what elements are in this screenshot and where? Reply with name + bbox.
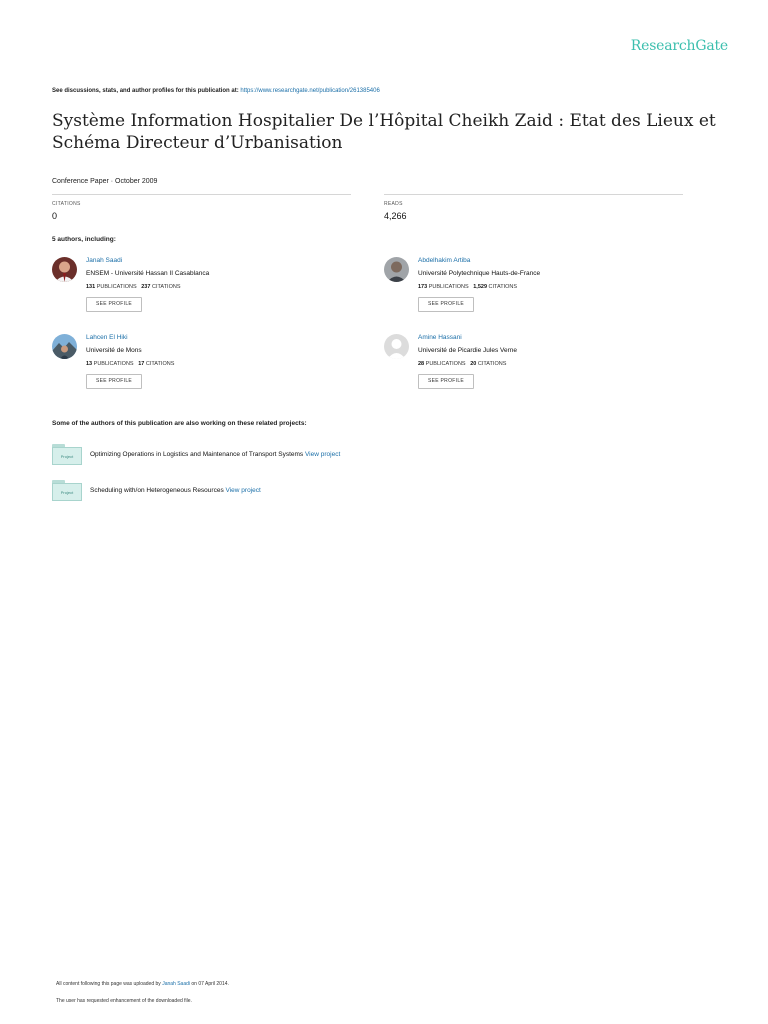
author-institution: Université de Picardie Jules Verne [418, 347, 517, 354]
project-item [52, 444, 552, 468]
author-stats [86, 361, 174, 367]
citations-label: CITATIONS [488, 284, 518, 290]
view-project-link[interactable]: View project [304, 451, 341, 458]
author-institution: ENSEM - Université Hassan II Casablanca [86, 270, 210, 277]
publications-count: 28 [418, 361, 425, 367]
avatar[interactable] [52, 257, 77, 282]
publications-count: 13 [86, 361, 93, 367]
avatar[interactable] [384, 257, 409, 282]
avatar[interactable] [52, 334, 77, 359]
author-card [384, 334, 684, 394]
reads-value: 4,266 [384, 211, 407, 221]
author-name[interactable]: Amine Hassani [418, 334, 462, 341]
publications-count: 173 [418, 284, 428, 290]
see-profile-button[interactable]: SEE PROFILE [418, 297, 474, 312]
publications-count: 131 [86, 284, 96, 290]
upload-prefix: All content following this page was uploaded by [56, 981, 163, 987]
author-card [384, 257, 684, 317]
author-card [52, 334, 352, 394]
publications-label: PUBLICATIONS [425, 361, 466, 367]
divider-right [384, 194, 683, 195]
uploader-link[interactable]: Janah Saadi [162, 981, 190, 987]
publications-label: PUBLICATIONS [96, 284, 137, 290]
project-title: Optimizing Operations in Logistics and Maintenance of Transport Systems [90, 451, 305, 458]
citations-label: CITATIONS [477, 361, 507, 367]
author-institution: Université de Mons [86, 347, 142, 354]
publications-label: PUBLICATIONS [428, 284, 469, 290]
see-profile-button[interactable]: SEE PROFILE [86, 297, 142, 312]
author-card [52, 257, 352, 317]
see-profile-button[interactable]: SEE PROFILE [86, 374, 142, 389]
publications-label: PUBLICATIONS [93, 361, 134, 367]
researchgate-logo[interactable]: ResearchGate [630, 38, 728, 54]
author-stats [418, 284, 517, 290]
discussion-line [52, 88, 380, 94]
discussion-text: See discussions, stats, and author profiles for this publication at: [52, 88, 241, 94]
author-institution: Université Polytechnique Hauts-de-France [418, 270, 541, 277]
publication-title: Système Information Hospitalier De l’Hôpital Cheikh Zaid : Etat des Lieux et Schéma Directeur d’Urbanisation [52, 111, 716, 153]
project-title: Scheduling with/on Heterogeneous Resources [90, 487, 226, 494]
authors-heading: 5 authors, including: [52, 236, 116, 243]
author-stats [418, 361, 506, 367]
upload-note [56, 981, 229, 987]
citations-label: CITATIONS [52, 201, 81, 207]
citations-count: 20 [470, 361, 477, 367]
author-name[interactable]: Lahcen El Hiki [86, 334, 128, 341]
project-folder-icon [52, 480, 82, 502]
upload-suffix: on 07 April 2014. [190, 981, 229, 987]
citations-value: 0 [52, 211, 58, 221]
author-name[interactable]: Janah Saadi [86, 257, 123, 264]
project-text [90, 451, 340, 458]
divider-left [52, 194, 351, 195]
avatar[interactable] [384, 334, 409, 359]
publication-type-date: Conference Paper · October 2009 [52, 178, 158, 185]
author-stats [86, 284, 181, 290]
project-folder-label: Project [60, 454, 74, 459]
publication-link[interactable]: https://www.researchgate.net/publication/261385406 [240, 88, 380, 94]
author-name[interactable]: Abdelhakim Artiba [418, 257, 471, 264]
enhancement-note: The user has requested enhancement of the downloaded file. [56, 998, 192, 1004]
reads-label: READS [384, 201, 403, 207]
citations-count: 237 [141, 284, 151, 290]
citations-label: CITATIONS [151, 284, 181, 290]
project-text [90, 487, 261, 494]
citations-label: CITATIONS [145, 361, 175, 367]
view-project-link[interactable]: View project [225, 487, 261, 494]
project-folder-icon [52, 444, 82, 466]
project-folder-label: Project [60, 490, 74, 495]
citations-count: 1,529 [473, 284, 488, 290]
citations-count: 17 [138, 361, 145, 367]
project-item [52, 480, 552, 504]
see-profile-button[interactable]: SEE PROFILE [418, 374, 474, 389]
related-projects-heading: Some of the authors of this publication are also working on these related projects: [52, 420, 307, 427]
